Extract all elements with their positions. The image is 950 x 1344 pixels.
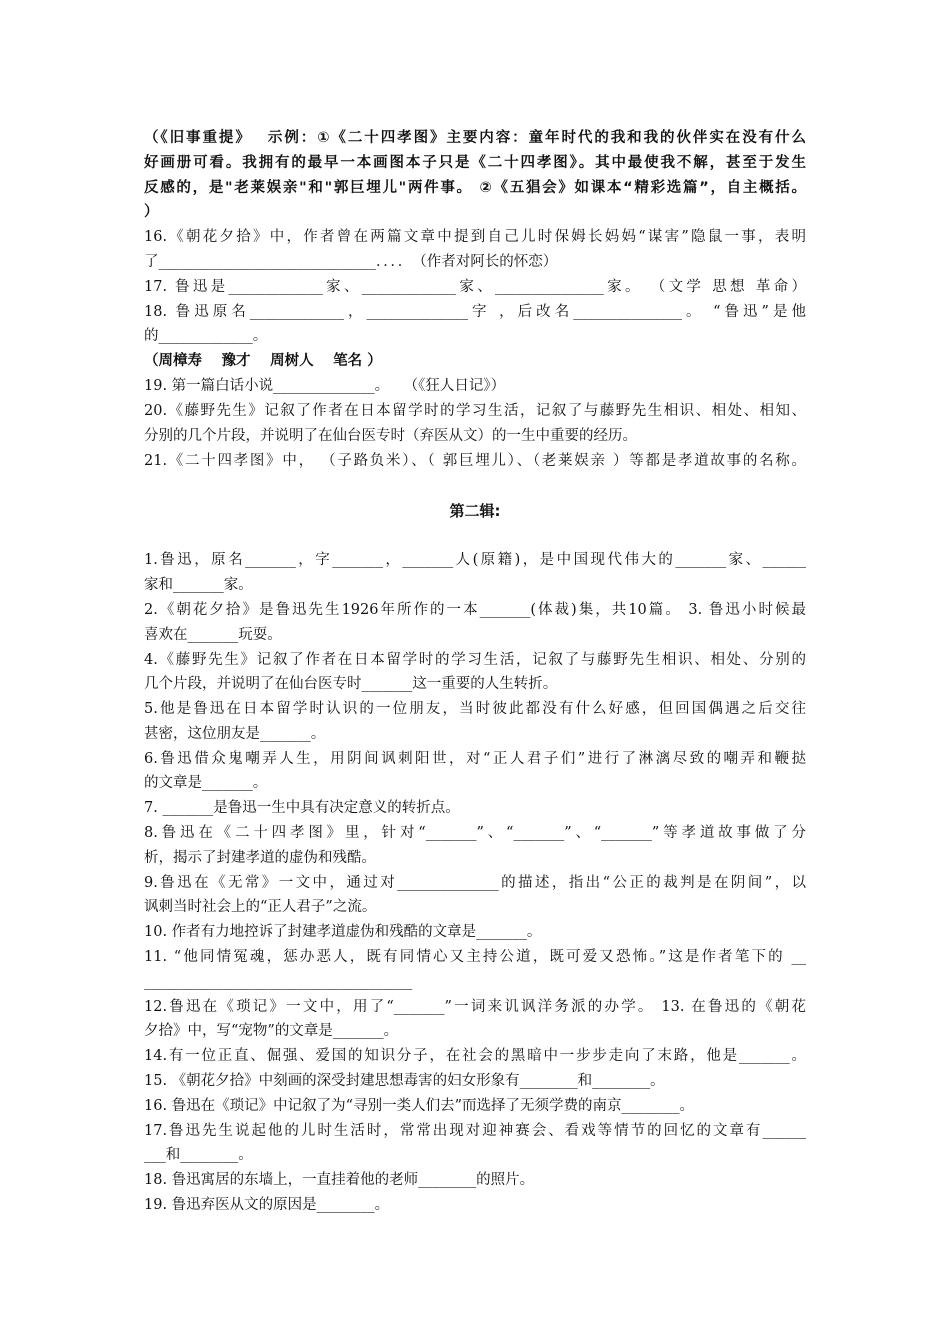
question-line: 几个片段，并说明了在仙台医专时_______这一重要的人生转折。 [144, 676, 558, 692]
question-line: 18. 鲁迅寓居的东墙上，一直挂着他的老师________的照片。 [144, 1172, 535, 1188]
question-line: ___和________。 [144, 1147, 253, 1163]
question-line: 7. _______是鲁迅一生中具有决定意义的转折点。 [144, 800, 460, 816]
question-line: 析，揭示了封建孝道的虚伪和残酷。 [144, 850, 376, 866]
question-line: 10. 作者有力地控诉了封建孝道虚伪和残酷的文章是_______。 [144, 924, 542, 940]
answer-text-line: 好画册可看。我拥有的最早一本画图本子只是《二十四孝图》。其中最使我不解，甚至于发生 [144, 155, 806, 171]
question-line: 19. 第一篇白话小说______________。 （《狂人日记》） [144, 378, 506, 394]
question-line: 15. 《朝花夕拾》中刻画的深受封建思想毒害的妇女形象有________和________。 [144, 1073, 665, 1089]
question-line: 16.《朝花夕拾》中，作者曾在两篇文章中提到自己儿时保姆长妈妈“谋害”隐鼠一事，表明 [144, 229, 806, 245]
question-line: 17. 鲁迅是_____________家、_____________家、_______________家。 （文学 思想 革命） [144, 279, 806, 295]
question-line: 8.鲁迅在《二十四孝图》里，针对“_______”、“_______”、“_______”等孝道故事做了分 [144, 825, 806, 841]
question-line: 甚密，这位朋友是_______。 [144, 726, 326, 742]
question-line: 的_____________。 [144, 328, 268, 344]
question-line: 12.鲁迅在《琐记》一文中，用了“_______”一词来讥讽洋务派的办学。 13. 在鲁迅的《朝花 [144, 999, 806, 1015]
answer-line: （周樟寿 豫才 周树人 笔名 ） [144, 353, 382, 369]
question-line: 的文章是_______。 [144, 775, 268, 791]
question-line: 1.鲁迅，原名_______，字_______，_______人(原籍)，是中国现代伟大的_______家、______ [144, 552, 806, 568]
question-line: 18. 鲁迅原名_____________，______________字 ，后改名_______________。 “鲁迅”是他 [144, 304, 806, 320]
question-line: 14.有一位正直、倔强、爱国的知识分子，在社会的黑暗中一步步走向了末路，他是_______。 [144, 1048, 806, 1064]
question-line: 了______________________________．．．． （作者对阿长的怀恋） [144, 254, 558, 270]
question-line: 17.鲁迅先生说起他的儿时生活时，常常出现对迎神赛会、看戏等情节的回忆的文章有______ [144, 1123, 806, 1139]
question-line: 11. “他同情冤魂，惩办恶人，既有同情心又主持公道，既可爱又恐怖。”这是作者笔下的 __ [144, 949, 806, 965]
answer-text-line: 反感的，是"老莱娱亲"和"郭巨埋儿"两件事。 ②《五猖会》如课本“精彩选篇”，自主概括。 [144, 180, 806, 196]
question-line: 讽刺当时社会上的“正人君子”之流。 [144, 899, 377, 915]
question-line: 家和_______家。 [144, 577, 253, 593]
question-line: 分别的几个片段，并说明了在仙台医专时（弃医从文）的一生中重要的经历。 [144, 428, 637, 444]
question-line: 9.鲁迅在《无常》一文中，通过对______________的描述，指出“公正的裁判是在阴间”，以 [144, 875, 806, 891]
answer-text-line: （《旧事重提》 示例：①《二十四孝图》主要内容：童年时代的我和我的伙伴实在没有什么 [144, 130, 806, 146]
section-title: 第二辑: [449, 502, 501, 520]
question-line: 20.《藤野先生》记叙了作者在日本留学时的学习生活，记叙了与藤野先生相识、相处、相知、 [144, 403, 806, 419]
question-line: 16. 鲁迅在《琐记》中记叙了为“寻别一类人们去”而选择了无须学费的南京________。 [144, 1098, 694, 1114]
question-line: 6.鲁迅借众鬼嘲弄人生，用阴间讽刺阳世，对“正人君子们”进行了淋漓尽致的嘲弄和鞭挞 [144, 751, 806, 767]
question-line: 5.他是鲁迅在日本留学时认识的一位朋友，当时彼此都没有什么好感，但回国偶遇之后交往 [144, 701, 806, 717]
question-line: 夕拾》中，写“宠物”的文章是_______。 [144, 1023, 399, 1039]
question-line: _____________________________________ [144, 974, 413, 990]
question-line: 21.《二十四孝图》中， （子路负米）、（ 郭巨埋儿）、（老莱娱亲 ）等都是孝道故事的名称。 [144, 453, 806, 469]
question-line: 4.《藤野先生》记叙了作者在日本留学时的学习生活，记叙了与藤野先生相识、相处、分别的 [144, 652, 806, 668]
question-line: 喜欢在_______玩耍。 [144, 627, 282, 643]
answer-text-line: ） [144, 204, 159, 220]
question-line: 19. 鲁迅弃医从文的原因是________。 [144, 1197, 390, 1213]
question-line: 2.《朝花夕拾》是鲁迅先生1926年所作的一本_______(体裁)集，共10篇。 3. 鲁迅小时候最 [144, 602, 806, 618]
